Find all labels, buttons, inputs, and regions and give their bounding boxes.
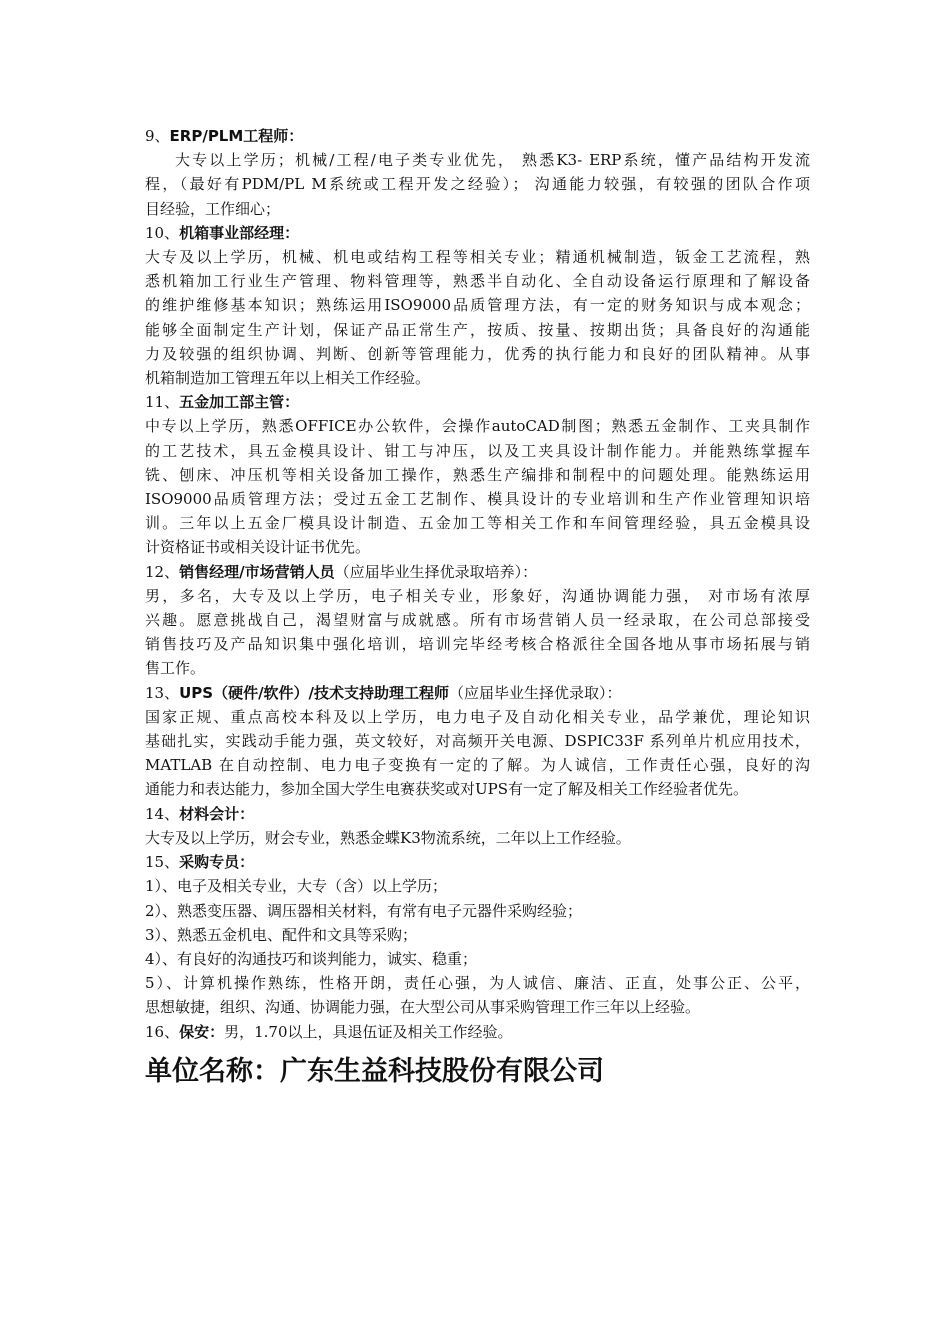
section-title: 采购专员： xyxy=(179,853,255,872)
job-section xyxy=(145,221,810,390)
section-line: 4）、有良好的沟通技巧和谈判能力，诚实、稳重； xyxy=(145,949,478,968)
section-number: 11、 xyxy=(145,393,180,412)
section-title: 五金加工部主管： xyxy=(179,393,300,412)
section-heading xyxy=(145,681,810,705)
section-title: 材料会计： xyxy=(179,804,255,823)
section-line: 思想敏捷，组织、沟通、协调能力强，在大型公司从事采购管理工作三年以上经验。 xyxy=(145,998,701,1017)
section-line: ISO9000品质管理方法；受过五金工艺制作、模具设计的专业培训和生产作业管理知识培 xyxy=(145,490,810,509)
section-number: 10、 xyxy=(145,223,180,242)
job-section xyxy=(145,850,810,1019)
section-line: 力及较强的组织协调、判断、创新等管理能力，优秀的执行能力和良好的团队精神。从事 xyxy=(145,344,810,363)
section-heading xyxy=(145,560,810,584)
section-line: 计资格证书或相关设计证书优先。 xyxy=(145,538,371,557)
section-heading xyxy=(145,802,810,826)
section-number: 12、 xyxy=(145,562,180,581)
section-line: 的维护维修基本知识；熟练运用ISO9000品质管理方法，有一定的财务知识与成本观念； xyxy=(145,296,810,315)
section-title: 销售经理/市场营销人员 xyxy=(179,562,335,581)
section-note: 男，1.70以上，具退伍证及相关工作经验。 xyxy=(224,1022,513,1041)
section-title: 保安： xyxy=(179,1022,225,1041)
section-title: ERP/PLM工程师： xyxy=(169,127,304,145)
section-line: MATLAB 在自动控制、电力电子变换有一定的了解。为人诚信，工作责任心强，良好的沟 xyxy=(145,756,810,775)
section-line: 销售技巧及产品知识集中强化培训，培训完毕经考核合格派往全国各地从事市场拓展与销 xyxy=(145,635,810,654)
section-line: 的工艺技术，具五金模具设计、钳工与冲压，以及工夹具设计制作能力。并能熟练掌握车 xyxy=(145,441,810,460)
job-section xyxy=(145,124,810,221)
section-line: 中专以上学历，熟悉OFFICE办公软件，会操作autoCAD制图；熟悉五金制作、工夹具制作 xyxy=(145,417,810,436)
job-section xyxy=(145,390,810,559)
section-line: 能够全面制定生产计划，保证产品正常生产，按质、按量、按期出货；具备良好的沟通能 xyxy=(145,320,810,339)
section-heading xyxy=(145,390,810,414)
section-line: 铣、刨床、冲压机等相关设备加工操作，熟悉生产编排和制程中的问题处理。能熟练运用 xyxy=(145,465,810,484)
job-section xyxy=(145,1020,810,1044)
section-line: 通能力和表达能力，参加全国大学生电赛获奖或对UPS有一定了解及相关工作经验者优先。 xyxy=(145,780,749,799)
section-line: 大专及以上学历，财会专业，熟悉金蝶K3物流系统，二年以上工作经验。 xyxy=(145,828,631,847)
section-title: 机箱事业部经理： xyxy=(179,223,300,242)
job-section xyxy=(145,802,810,850)
section-line: 训。三年以上五金厂模具设计制造、五金加工等相关工作和车间管理经验，具五金模具设 xyxy=(145,514,810,533)
section-number: 13、 xyxy=(145,683,180,702)
section-line: 大专及以上学历，机械、机电或结构工程等相关专业；精通机械制造，钣金工艺流程，熟 xyxy=(145,248,810,267)
section-note: （应届毕业生择优录取）： xyxy=(449,683,622,702)
section-heading xyxy=(145,850,810,874)
section-heading xyxy=(145,221,810,245)
section-line: 目经验，工作细心； xyxy=(145,199,281,218)
section-line: 5）、计算机操作熟练，性格开朗，责任心强，为人诚信、廉洁、正直，处事公正、公平， xyxy=(145,974,810,993)
section-line: 机箱制造加工管理五年以上相关工作经验。 xyxy=(145,369,431,388)
section-line: 大专以上学历；机械/工程/电子类专业优先， 熟悉K3- ERP系统，懂产品结构开发流 xyxy=(175,151,810,170)
section-heading xyxy=(145,1020,810,1044)
section-line: 售工作。 xyxy=(145,659,206,678)
section-line: 程，（最好有PDM/PL M系统或工程开发之经验）； 沟通能力较强，有较强的团队合作项 xyxy=(145,175,810,194)
section-line: 兴趣。愿意挑战自己，渴望财富与成就感。所有市场营销人员一经录取，在公司总部接受 xyxy=(145,611,810,630)
section-title: UPS（硬件/软件）/技术支持助理工程师 xyxy=(179,683,450,702)
section-number: 14、 xyxy=(145,804,180,823)
company-name: 单位名称：广东生益科技股份有限公司 xyxy=(145,1055,604,1087)
section-line: 2）、熟悉变压器、调压器相关材料，有常有电子元器件采购经验； xyxy=(145,901,583,920)
section-line: 男，多名，大专及以上学历，电子相关专业，形象好，沟通协调能力强， 对市场有浓厚 xyxy=(145,586,810,605)
section-number: 9、 xyxy=(145,127,170,145)
section-line: 1）、电子及相关专业，大专（含）以上学历； xyxy=(145,877,448,896)
section-number: 15、 xyxy=(145,853,180,872)
section-line: 基础扎实，实践动手能力强，英文较好，对高频开关电源、DSPIC33F 系列单片机应用技术， xyxy=(145,732,810,751)
section-line: 3）、熟悉五金机电、配件和文具等采购； xyxy=(145,925,418,944)
section-note: （应届毕业生择优录取培养）： xyxy=(334,562,538,581)
section-line: 国家正规、重点高校本科及以上学历，电力电子及自动化相关专业，品学兼优，理论知识 xyxy=(145,707,810,726)
section-number: 16、 xyxy=(145,1022,180,1041)
section-heading xyxy=(145,124,810,148)
document-page xyxy=(145,124,810,1119)
job-section xyxy=(145,560,810,681)
job-section xyxy=(145,681,810,802)
section-line: 悉机箱加工行业生产管理、物料管理等，熟悉半自动化、全自动设备运行原理和了解设备 xyxy=(145,272,810,291)
